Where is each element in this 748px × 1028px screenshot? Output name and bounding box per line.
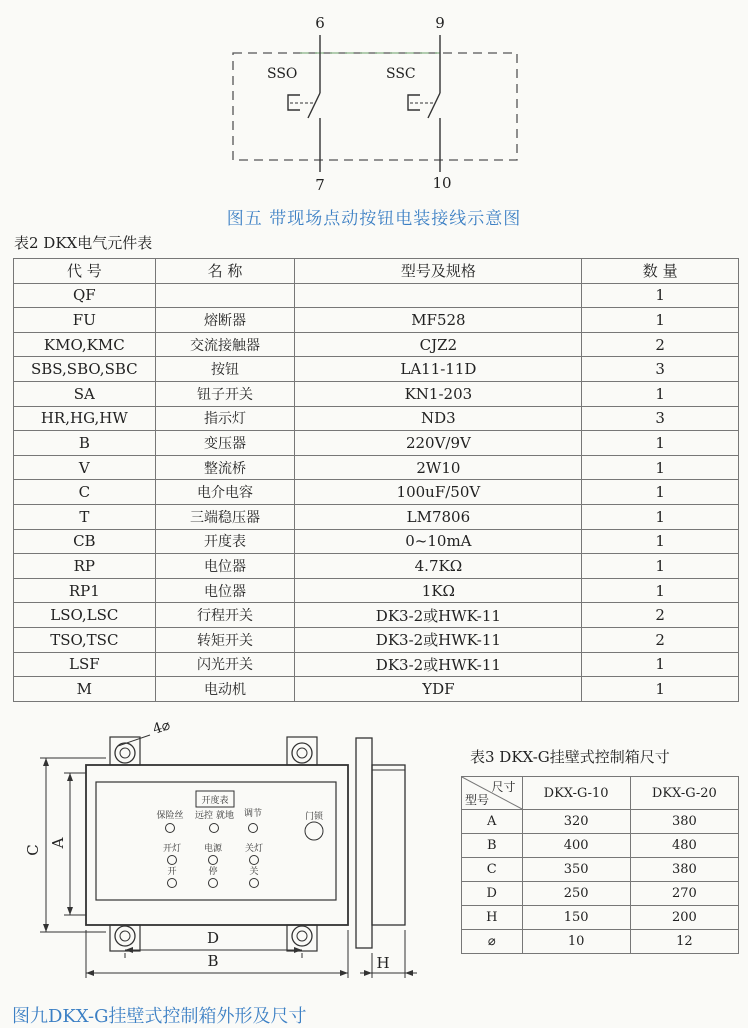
cell-qty: 2 [582,603,739,628]
cell-name: 交流接触器 [155,332,295,357]
header-spec: 型号及规格 [295,259,582,284]
cell-name: 转矩开关 [155,627,295,652]
table-row [462,858,739,882]
cell-code: C [14,480,156,505]
close-label: 关 [249,867,259,877]
table-row [14,578,739,603]
table-row [14,677,739,702]
ssc-button-symbol [408,95,420,110]
dim-c-label: C [24,844,42,856]
cell-spec [295,283,582,308]
open-lamp [168,856,177,865]
cell-qty: 3 [582,406,739,431]
table-row [14,357,739,382]
cell-name [155,283,295,308]
fuse-knob [166,824,175,833]
cell-g10: 350 [522,858,630,882]
cell-g20: 380 [630,810,738,834]
cell-dim: ⌀ [462,930,523,954]
table-row [14,455,739,480]
cell-qty: 3 [582,357,739,382]
cell-code: T [14,504,156,529]
table-row [14,308,739,333]
cell-spec: 100uF/50V [295,480,582,505]
figure9-caption: 图九DKX-G挂壁式控制箱外形及尺寸 [12,1006,307,1027]
panel-controls [166,822,324,888]
cell-name: 开度表 [155,529,295,554]
cell-code: B [14,431,156,456]
cell-g10: 250 [522,882,630,906]
cell-code: TSO,TSC [14,627,156,652]
corner-cell [462,777,523,810]
cell-g20: 12 [630,930,738,954]
close-lamp [250,856,259,865]
table-header-row [14,259,739,284]
cell-name: 电位器 [155,554,295,579]
cell-qty: 1 [582,431,739,456]
cell-spec: DK3-2或HWK-11 [295,627,582,652]
close-lamp-label: 关灯 [244,844,264,854]
cell-code: SA [14,381,156,406]
mode-switch [210,824,219,833]
cell-code: V [14,455,156,480]
cell-qty: 1 [582,283,739,308]
cell-qty: 2 [582,627,739,652]
hole-dim-label: 4⌀ [150,717,173,738]
stop-button [209,879,218,888]
remote-label: 远控 [194,811,214,821]
cell-qty: 1 [582,381,739,406]
table-header-row [462,777,739,810]
terminal-9: 9 [435,14,445,32]
cell-spec: 2W10 [295,455,582,480]
cell-g10: 320 [522,810,630,834]
cell-g10: 10 [522,930,630,954]
table-row [14,652,739,677]
cell-name: 指示灯 [155,406,295,431]
cell-spec: 1KΩ [295,578,582,603]
lock-label: 门锁 [304,812,324,822]
terminal-10: 10 [432,174,452,192]
cell-code: M [14,677,156,702]
cell-qty: 1 [582,554,739,579]
terminal-6: 6 [315,14,325,32]
cell-code: CB [14,529,156,554]
table-row [462,834,739,858]
cell-spec: DK3-2或HWK-11 [295,652,582,677]
power-label: 电源 [203,844,223,854]
table-row [14,480,739,505]
close-button [250,879,259,888]
cell-code: HR,HG,HW [14,406,156,431]
cell-spec: ND3 [295,406,582,431]
dim-d-label: D [206,929,220,947]
cell-qty: 2 [582,332,739,357]
stop-label: 停 [208,867,218,877]
cell-code: RP1 [14,578,156,603]
open-label: 开 [167,867,177,877]
cell-qty: 1 [582,652,739,677]
cell-name: 三端稳压器 [155,504,295,529]
cell-code: FU [14,308,156,333]
col-header-20: DKX-G-20 [630,777,738,810]
dim-h-label: H [376,954,390,972]
cell-name: 闪光开关 [155,652,295,677]
cell-g20: 200 [630,906,738,930]
enclosure-drawing [0,710,460,1000]
cell-dim: H [462,906,523,930]
cell-spec: MF528 [295,308,582,333]
dimensions-table [461,776,739,954]
cell-spec: 4.7KΩ [295,554,582,579]
header-qty: 数 量 [582,259,739,284]
cell-code: SBS,SBO,SBC [14,357,156,382]
cell-name: 整流桥 [155,455,295,480]
local-label: 就地 [215,811,235,821]
cell-spec: CJZ2 [295,332,582,357]
cell-code: KMO,KMC [14,332,156,357]
cell-qty: 1 [582,455,739,480]
table-row [14,529,739,554]
cell-code: RP [14,554,156,579]
header-code: 代 号 [14,259,156,284]
table-row [462,882,739,906]
table-row [14,554,739,579]
cell-qty: 1 [582,308,739,333]
cell-name: 熔断器 [155,308,295,333]
cell-g10: 150 [522,906,630,930]
cell-name: 行程开关 [155,603,295,628]
dim-b-label: B [207,952,219,970]
header-name: 名 称 [155,259,295,284]
table2-caption: 表2 DKX电气元件表 [14,234,153,252]
adjust-knob [249,824,258,833]
sso-contact [308,93,320,118]
cell-name: 按钮 [155,357,295,382]
cell-g20: 480 [630,834,738,858]
cell-code: LSF [14,652,156,677]
door-lock [305,822,323,840]
cell-code: QF [14,283,156,308]
adjust-label: 调节 [243,809,263,819]
meter-label: 开度表 [201,796,229,806]
ssc-label: SSC [386,66,416,82]
cell-qty: 1 [582,480,739,505]
fuse-label: 保险丝 [156,811,184,821]
terminal-7: 7 [315,176,325,194]
table-row [14,627,739,652]
cell-qty: 1 [582,504,739,529]
cell-dim: A [462,810,523,834]
power-lamp [209,856,218,865]
cell-spec: DK3-2或HWK-11 [295,603,582,628]
table-row [14,381,739,406]
cell-spec: YDF [295,677,582,702]
table-row [14,332,739,357]
cell-spec: KN1-203 [295,381,582,406]
ssc-contact [428,93,440,118]
cell-spec: LM7806 [295,504,582,529]
cell-spec: LA11-11D [295,357,582,382]
table-row [14,603,739,628]
sso-label: SSO [267,66,298,82]
cell-qty: 1 [582,529,739,554]
corner-top-label: 尺寸 [491,780,516,794]
cell-name: 电位器 [155,578,295,603]
dim-a-label: A [49,837,67,849]
table-row [14,406,739,431]
table-row [462,930,739,954]
table-row [462,810,739,834]
cell-name: 钮子开关 [155,381,295,406]
cell-qty: 1 [582,578,739,603]
table-row [14,504,739,529]
cell-g20: 380 [630,858,738,882]
table-row [14,283,739,308]
sso-button-symbol [288,95,300,110]
table-row [14,431,739,456]
cell-name: 电介电容 [155,480,295,505]
table-row [462,906,739,930]
cell-g20: 270 [630,882,738,906]
table3-caption: 表3 DKX-G挂壁式控制箱尺寸 [470,748,670,766]
open-button [168,879,177,888]
cell-dim: B [462,834,523,858]
open-lamp-label: 开灯 [162,844,182,854]
side-view [356,738,405,948]
cell-name: 变压器 [155,431,295,456]
cell-qty: 1 [582,677,739,702]
corner-bottom-label: 型号 [465,793,490,807]
cell-dim: D [462,882,523,906]
col-header-10: DKX-G-10 [522,777,630,810]
cell-spec: 0~10mA [295,529,582,554]
wiring-diagram [0,0,748,200]
figure5-caption: 图五 带现场点动按钮电装接线示意图 [226,209,522,229]
cell-dim: C [462,858,523,882]
cell-name: 电动机 [155,677,295,702]
cell-g10: 400 [522,834,630,858]
cell-code: LSO,LSC [14,603,156,628]
components-table [13,258,739,702]
cell-spec: 220V/9V [295,431,582,456]
